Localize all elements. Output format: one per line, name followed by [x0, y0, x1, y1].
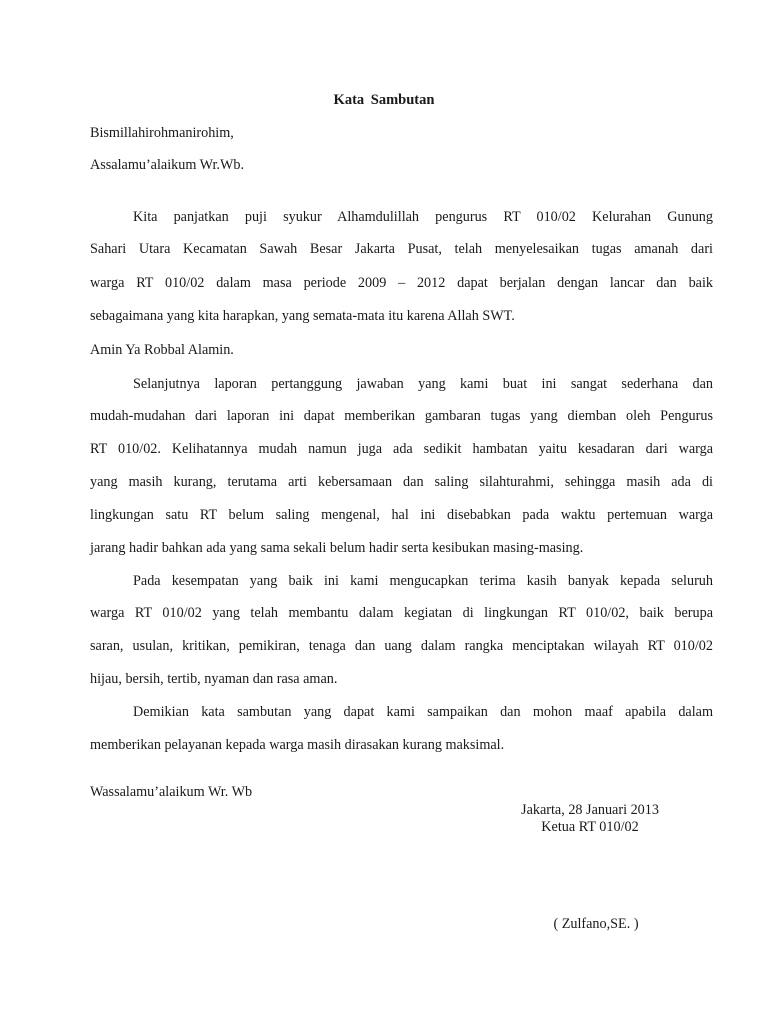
paragraph-1-line-3: warga RT 010/02 dalam masa periode 2009 – 2012 dapat berjalan dengan lancar dan baik: [90, 275, 713, 291]
paragraph-2-line-4: yang masih kurang, terutama arti kebersamaan dan saling silahturahmi, sehingga masih ada di: [90, 474, 713, 490]
paragraph-2-line-1: Selanjutnya laporan pertanggung jawaban yang kami buat ini sangat sederhana dan: [133, 376, 713, 392]
paragraph-1-line-1: Kita panjatkan puji syukur Alhamdulillah pengurus RT 010/02 Kelurahan Gunung: [133, 209, 713, 225]
paragraph-4-line-1: Demikian kata sambutan yang dapat kami sampaikan dan mohon maaf apabila dalam: [133, 704, 713, 720]
signature-place-date: Jakarta, 28 Januari 2013: [521, 802, 659, 818]
paragraph-2-line-6: jarang hadir bahkan ada yang sama sekali belum hadir serta kesibukan masing-masing.: [90, 540, 584, 556]
paragraph-1-line-2: Sahari Utara Kecamatan Sawah Besar Jakarta Pusat, telah menyelesaikan tugas amanah dari: [90, 241, 713, 257]
paragraph-2-line-3: RT 010/02. Kelihatannya mudah namun juga ada sedikit hambatan yaitu kesadaran dari warga: [90, 441, 713, 457]
closing-salam: Wassalamu’alaikum Wr. Wb: [90, 784, 253, 800]
paragraph-3-line-4: hijau, bersih, tertib, nyaman dan rasa aman.: [90, 671, 338, 687]
paragraph-3-line-2: warga RT 010/02 yang telah membantu dalam kegiatan di lingkungan RT 010/02, baik berupa: [90, 605, 713, 621]
signatory-name: ( Zulfano,SE. ): [553, 916, 639, 932]
document-title: Kata Sambutan: [333, 92, 435, 108]
paragraph-2-line-2: mudah-mudahan dari laporan ini dapat memberikan gambaran tugas yang diemban oleh Pengurus: [90, 408, 713, 424]
opening-basmalah: Bismillahirohmanirohim,: [90, 125, 234, 141]
signature-position: Ketua RT 010/02: [541, 819, 639, 835]
paragraph-1-line-4: sebagaimana yang kita harapkan, yang semata-mata itu karena Allah SWT.: [90, 308, 515, 324]
paragraph-4-line-2: memberikan pelayanan kepada warga masih dirasakan kurang maksimal.: [90, 737, 505, 753]
paragraph-1-line-5: Amin Ya Robbal Alamin.: [90, 342, 234, 358]
paragraph-3-line-3: saran, usulan, kritikan, pemikiran, tenaga dan uang dalam rangka menciptakan wilayah RT 010/02: [90, 638, 713, 654]
opening-salam: Assalamu’alaikum Wr.Wb.: [90, 157, 245, 173]
paragraph-2-line-5: lingkungan satu RT belum saling mengenal, hal ini disebabkan pada waktu pertemuan warga: [90, 507, 713, 523]
paragraph-3-line-1: Pada kesempatan yang baik ini kami mengucapkan terima kasih banyak kepada seluruh: [133, 573, 713, 589]
